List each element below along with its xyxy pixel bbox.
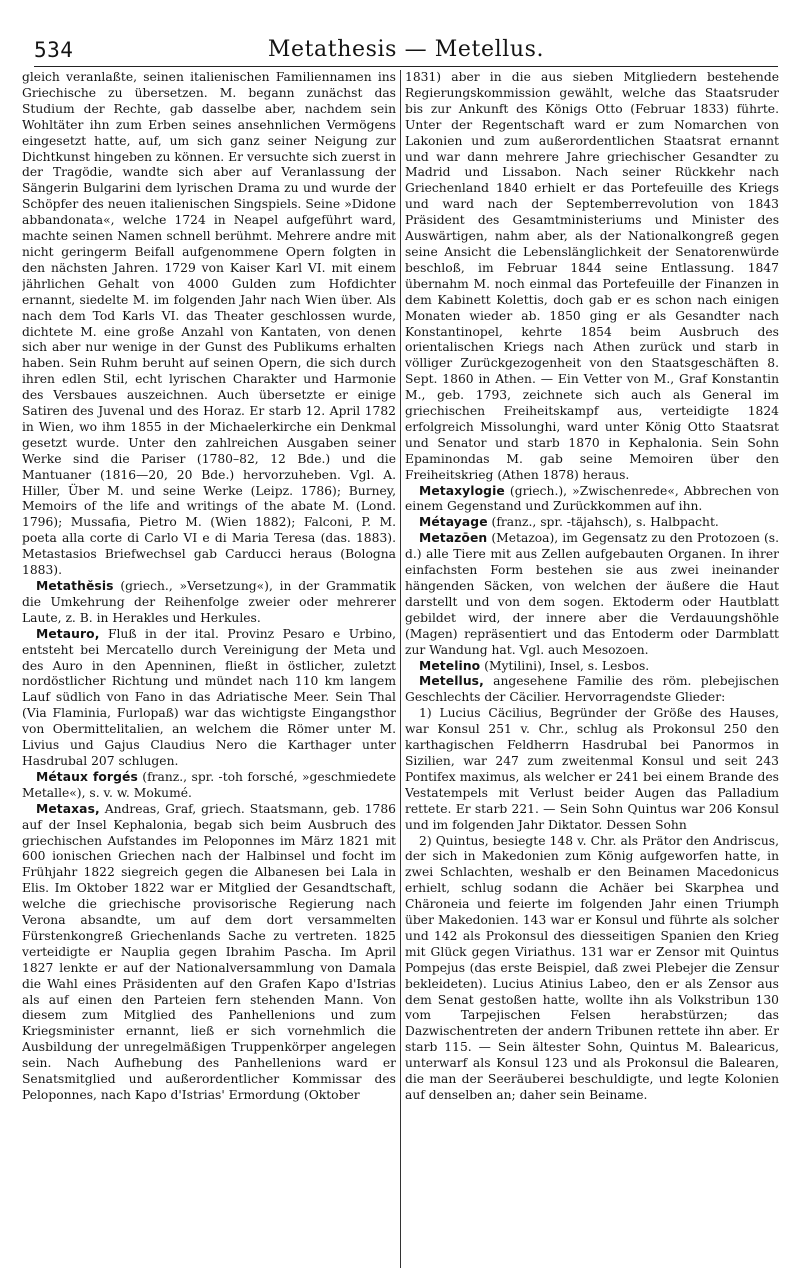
- page-number: 534: [34, 38, 74, 62]
- entry-text: (griech.), »Zwischenrede«, Abbrechen von einem Gegenstand und Zurückkommen auf ihn.: [405, 483, 779, 514]
- entry-text: (Metazoa), im Gegensatz zu den Protozoen (s. d.) alle Tiere mit aus Zellen aufgebauten Organen. In ihrer einfachsten Form bestehen sie aus zwei ineinander hängenden Säcken, von welchen der äußere die Haut darstellt und von dem sogen. Ektoderm oder Hautblatt gebildet wird, der innere aber die Verdauungshöhle (Magen) repräsentiert und das Entoderm oder Darmblatt zur Wandung hat. Vgl. auch Mesozoen.: [405, 531, 779, 657]
- entry-text: (griech., »Versetzung«), in der Grammatik die Umkehrung der Reihenfolge zweier oder mehrerer Laute, z. B. in Herakles und Herkules.: [22, 579, 396, 625]
- entry-metayage: [405, 515, 779, 531]
- headword: Metelino: [419, 658, 481, 673]
- entry-metauro: [22, 627, 396, 770]
- headword: Metauro,: [36, 626, 100, 641]
- running-head: [34, 34, 778, 67]
- continued-paragraph: 1831) aber in die aus sieben Mitgliedern bestehende Regierungskommission gewählt, welche das Staatsruder bis zur Ankunft des Königs Otto (Februar 1833) führte. Unter der Regentschaft ward er zum Nomarchen von Lakonien und zum außerordentlichen Staatsrat ernannt und war dann mehrere Jahre griechischer Gesandter zu Madrid und Lissabon. Nach seiner Rückkehr nach Griechenland 1840 erhielt er das Portefeuille des Kriegs und ward nach der Septemberrevolution von 1843 Präsident des Gesamtministeriums und Minister des Auswärtigen, nahm aber, als der Nationalkongreß gegen seine Ansicht die Lebenslänglichkeit der Senatorenwürde beschloß, im Februar 1844 seine Entlassung. 1847 übernahm M. noch einmal das Portefeuille der Finanzen in dem Kabinett Kolettis, doch gab er es schon nach einigen Monaten wieder ab. 1850 ging er als Gesandter nach Konstantinopel, kehrte 1854 beim Ausbruch des orientalischen Kriegs nach Athen zurück und starb in völliger Zurückgezogenheit von den Staatsgeschäften 8. Sept. 1860 in Athen. — Ein Vetter von M., Graf Konstantin M., geb. 1793, zeichnete sich auch als General im griechischen Freiheitskampf aus, verteidigte 1824 erfolgreich Missolunghi, ward unter König Otto Staatsrat und Senator und starb 1870 in Kephalonia. Sein Sohn Epaminondas M. gab seine Memoiren über den Freiheitskrieg (Athen 1878) heraus.: [405, 70, 779, 482]
- entry-metazoen: [405, 531, 779, 658]
- headword: Metaxas,: [36, 801, 100, 816]
- headword: Metazōen: [419, 531, 488, 546]
- headword: Metaxylogie: [419, 483, 505, 498]
- entry-metaxas: [22, 802, 396, 1104]
- text-columns: [22, 70, 779, 1270]
- entry-text: angesehene Familie des röm. plebejischen Geschlechts der Cäcilier. Hervorragendste Glieder:: [405, 674, 779, 705]
- left-column: [22, 70, 396, 1268]
- continued-paragraph: gleich veranlaßte, seinen italienischen Familiennamen ins Griechische zu übersetzen. M. begann zunächst das Studium der Rechte, gab dasselbe aber, nachdem sein Wohltäter ihn zum Erben seines ansehnlichen Vermögens eingesetzt hatte, auf, um sich ganz seiner Neigung zur Dichtkunst hingeben zu können. Er versuchte sich zuerst in der Tragödie, wandte sich aber auf Veranlassung der Sängerin Bulgarini dem lyrischen Drama zu und wurde der Schöpfer des neuen italienischen Singspiels. Seine »Didone abbandonata«, welche 1724 in Neapel aufgeführt ward, machte seinen Namen schnell berühmt. Mehrere andre mit nicht geringerm Beifall aufgenommene Opern folgten in den nächsten Jahren. 1729 von Kaiser Karl VI. mit einem jährlichen Gehalt von 4000 Gulden zum Hofdichter ernannt, siedelte M. im folgenden Jahr nach Wien über. Als nach dem Tod Karls VI. das Theater geschlossen wurde, dichtete M. eine große Anzahl von Kantaten, von denen sich aber nur wenige in der Gunst des Publikums erhalten haben. Sein Ruhm beruht auf seinen Opern, die sich durch ihren edlen Stil, echt lyrischen Charakter und Harmonie des Versbaues auszeichnen. Auch übersetzte er einige Satiren des Juvenal und des Horaz. Er starb 12. April 1782 in Wien, wo ihm 1855 in der Michaelerkirche ein Denkmal gesetzt wurde. Unter den zahlreichen Ausgaben seiner Werke sind die Pariser (1780–82, 12 Bde.) und die Mantuaner (1816—20, 20 Bde.) hervorzuheben. Vgl. A. Hiller, Über M. und seine Werke (Leipz. 1786); Burney, Memoirs of the life and writings of the abate M. (Lond. 1796); Mussafia, Pietro M. (Wien 1882); Falconi, P. M. poeta alla corte di Carlo VI e di Maria Teresa (das. 1883). Metastasios Briefwechsel gab Carducci heraus (Bologna 1883).: [22, 70, 396, 578]
- entry-metaxylogie: [405, 484, 779, 516]
- headword: Metathĕsis: [36, 579, 114, 593]
- entry-metellus: [405, 674, 779, 706]
- entry-metelino: [405, 659, 779, 675]
- entry-text: Fluß in der ital. Provinz Pesaro e Urbino, entsteht bei Mercatello durch Vereinigung der Meta und des Auro in den Apenninen, fließt in östlicher, zuletzt nordöstlicher Richtung und mündet nach 110 km langem Lauf südlich von Fano in das Adriatische Meer. Sein Thal (Via Flaminia, Furlopaß) war das wichtigste Eingangsthor von Obermittelitalien, an welchem die Römer unter M. Livius und Gajus Claudius Nero die Karthager unter Hasdrubal 207 schlugen.: [22, 626, 396, 768]
- page-title: Metathesis — Metellus.: [267, 37, 545, 62]
- entry-text: (Mytilini), Insel, s. Lesbos.: [480, 658, 650, 673]
- headword: Metellus,: [419, 674, 484, 689]
- headword: Métayage: [419, 515, 488, 530]
- subentry: 1) Lucius Cäcilius, Begründer der Größe des Hauses, war Konsul 251 v. Chr., schlug als Prokonsul 250 den karthagischen Feldherrn Hasdrubal bei Panormos in Sizilien, war 247 zum zweitenmal Konsul und seit 243 Pontifex maximus, als welcher er 241 bei einem Brande des Vestatempels mit Verlust beider Augen das Palladium rettete. Er starb 221. — Sein Sohn Quintus war 206 Konsul und im folgenden Jahr Diktator. Dessen Sohn: [405, 706, 779, 832]
- subentry: 2) Quintus, besiegte 148 v. Chr. als Prätor den Andriscus, der sich in Makedonien zum König aufgeworfen hatte, in zwei Schlachten, weshalb er den Beinamen Macedonicus erhielt, schlug sodann die Achäer bei Skarphea und Chäroneia und feierte im folgenden Jahr einen Triumph über Makedonien. 143 war er Konsul und führte als solcher und 142 als Prokonsul des diesseitigen Spanien den Krieg mit Glück gegen Viriathus. 131 war er Zensor mit Quintus Pompejus (das erste Beispiel, daß zwei Plebejer die Zensur bekleideten). Lucius Atinius Labeo, den er als Zensor aus dem Senat gestoßen hatte, wollte ihn als Volkstribun 130 vom Tarpejischen Felsen herabstürzen; das Dazwischentreten der andern Tribunen rettete ihn aber. Er starb 115. — Sein ältester Sohn, Quintus M. Balearicus, unterwarf als Konsul 123 und als Prokonsul die Balearen, die man der Seeräuberei beschuldigte, und legte Kolonien auf denselben an; daher sein Beiname.: [405, 833, 779, 1102]
- entry-metaux-forges: [22, 770, 396, 802]
- entry-text: (franz., spr. -toh forsché, »geschmiedete Metalle«), s. v. w. Mokumé.: [22, 769, 396, 800]
- headword: Métaux forgés: [36, 769, 138, 784]
- entry-text: Andreas, Graf, griech. Staatsmann, geb. 1786 auf der Insel Kephalonia, begab sich beim Ausbruch des griechischen Aufstandes im Peloponnes im März 1821 mit 600 ionischen Griechen nach der Halbinsel und focht im Frühjahr 1822 siegreich gegen die Albanesen bei Lala in Elis. Im Oktober 1822 war er Mitglied der Gesandtschaft, welche die griechische provisorische Regierung nach Verona absandte, um auf dem dort versammelten Fürstenkongreß Griechenlands Sache zu vertreten. 1825 verteidigte er Nauplia gegen Ibrahim Pascha. Im April 1827 lenkte er auf der Nationalversammlung von Damala die Wahl eines Präsidenten auf den Grafen Kapo d'Istrias als auf einen den Parteien fern stehenden Mann. Von diesem zum Mitglied des Panhellenions und zum Kriegsminister ernannt, ließ er sich vornehmlich die Ausbildung der unregelmäßigen Truppenkörper angelegen sein. Nach Aufhebung des Panhellenions ward er Senatsmitglied und außerordentlicher Kommissar des Peloponnes, nach Kapo d'Istrias' Ermordung (Oktober: [22, 801, 396, 1102]
- column-divider: [400, 70, 401, 1268]
- right-column: [405, 70, 779, 1268]
- entry-metathesis: [22, 579, 396, 627]
- entry-text: (franz., spr. -täjahsch), s. Halbpacht.: [487, 515, 719, 530]
